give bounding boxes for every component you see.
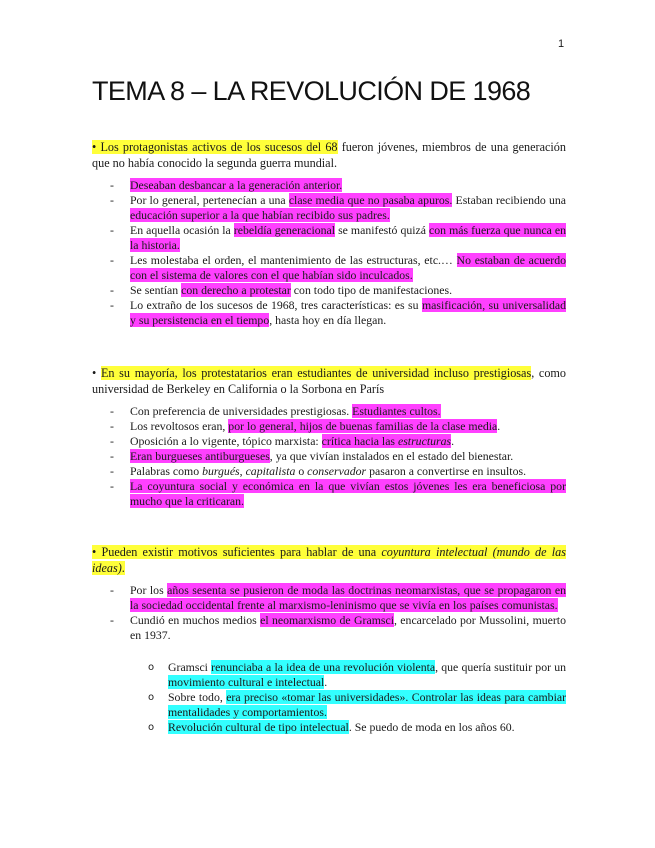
- item-text: , encarcelado por Mussolini, muerto en 1937.: [130, 613, 566, 642]
- item-text: Estaban recibiendo una: [452, 193, 566, 207]
- item-highlight: con derecho a protestar: [181, 283, 291, 297]
- item-highlight-italic: estructuras: [397, 434, 452, 448]
- item-text: .: [324, 675, 328, 689]
- item-highlight: No estaban de acuerdo con el sistema de valores con el que habían sido inculcados.: [130, 253, 566, 282]
- section2-intro-highlight: En su mayoría, los protestatarios eran estudiantes de universidad incluso prestigiosas: [100, 366, 532, 380]
- item-text: pasaron a convertirse en insultos.: [366, 464, 527, 478]
- item-highlight: por lo general, hijos de buenas familias de la clase media: [228, 419, 498, 433]
- list-item: [104, 404, 566, 419]
- page-title: TEMA 8 – LA REVOLUCIÓN DE 1968: [92, 76, 531, 106]
- section1-intro-highlight: • Los protagonistas activos de los sucesos del 68: [92, 140, 338, 154]
- list-item: [104, 434, 566, 449]
- dash-bullet: -: [110, 449, 114, 463]
- item-text: Oposición a lo vigente, tópico marxista:: [130, 434, 322, 448]
- item-text: Se sentían: [130, 283, 182, 297]
- item-highlight: clase media que no pasaba apuros.: [288, 193, 453, 207]
- sublist-item: [148, 690, 566, 720]
- item-text: Palabras como: [130, 464, 203, 478]
- item-text: ,: [239, 464, 246, 478]
- list-item: [104, 283, 566, 298]
- section1-intro: [92, 139, 566, 171]
- item-text: Los revoltosos eran,: [130, 419, 229, 433]
- item-text: Cundió en muchos medios: [130, 613, 261, 627]
- dash-bullet: -: [110, 178, 114, 192]
- list-item: [104, 178, 566, 193]
- list-item: [104, 449, 566, 464]
- item-highlight: Revolución cultural de tipo intelectual: [168, 720, 349, 734]
- item-text: o: [295, 464, 308, 478]
- dash-bullet: -: [110, 404, 114, 418]
- circle-bullet: o: [148, 692, 155, 703]
- section3-intro-italic: coyuntura intelectual (mundo de las ideas): [92, 545, 566, 575]
- item-text: Con preferencia de universidades prestigiosas.: [130, 404, 353, 418]
- item-highlight: rebeldía generacional: [233, 223, 336, 237]
- sublist-item: [148, 720, 566, 735]
- section3-intro-end: .: [121, 561, 125, 575]
- item-text: Gramsci: [168, 660, 212, 674]
- list-item: [104, 419, 566, 434]
- item-text: Lo extraño de los sucesos de 1968, tres características: es su: [130, 298, 422, 312]
- dash-bullet: -: [110, 419, 114, 433]
- item-highlight: masificación, su universalidad y su persistencia en el tiempo: [130, 298, 566, 327]
- list-item: [104, 583, 566, 613]
- list-item: [104, 464, 566, 479]
- section1-list: [104, 178, 566, 328]
- item-text: En aquella ocasión la: [130, 223, 234, 237]
- item-highlight: renunciaba a la idea de una revolución violenta: [211, 660, 436, 674]
- dash-bullet: -: [110, 298, 114, 312]
- section2-list: [104, 404, 566, 509]
- item-italic: burgués: [202, 464, 240, 478]
- list-item: [104, 479, 566, 509]
- circle-bullet: o: [148, 662, 155, 673]
- item-italic: conservador: [307, 464, 367, 478]
- section3-intro: [92, 544, 566, 576]
- item-text: , hasta hoy en día llegan.: [269, 313, 387, 327]
- section2-intro-rest: , como universidad de Berkeley en California o la Sorbona en París: [92, 366, 567, 396]
- list-item: [104, 298, 566, 328]
- item-highlight: movimiento cultural e intelectual: [168, 675, 325, 689]
- item-text: , que quería sustituir por un: [435, 660, 566, 674]
- dash-bullet: -: [110, 464, 114, 478]
- section3-intro-highlight: • Pueden existir motivos suficientes para hablar de una: [92, 545, 382, 559]
- section3-sublist: [148, 660, 566, 735]
- sublist-item: [148, 660, 566, 690]
- dash-bullet: -: [110, 193, 114, 207]
- item-text: Por lo general, pertenecían a una: [130, 193, 289, 207]
- circle-bullet: o: [148, 722, 155, 733]
- item-text: .: [497, 419, 501, 433]
- list-item: [104, 613, 566, 643]
- item-text: , ya que vivían instalados en el estado del bienestar.: [269, 449, 514, 463]
- list-item: [104, 223, 566, 253]
- item-highlight: crítica hacia las: [321, 434, 398, 448]
- item-text: Deseaban desbancar a la generación anterior.: [130, 178, 343, 192]
- item-italic: capitalista: [245, 464, 296, 478]
- item-highlight: educación superior a la que habían recibido sus padres.: [130, 208, 390, 222]
- list-item: [104, 193, 566, 223]
- item-highlight: el neomarxismo de Gramsci: [260, 613, 394, 627]
- item-highlight: era preciso «tomar las universidades». Controlar las ideas para cambiar mentalidades y comportamientos.: [168, 690, 567, 719]
- item-text: se manifestó quizá: [335, 223, 430, 237]
- item-highlight: años sesenta se pusieron de moda las doctrinas neomarxistas, que se propagaron en la sociedad occidental frente al marxismo-leninismo que se vivía en los países comunistas.: [130, 583, 566, 612]
- dash-bullet: -: [110, 223, 114, 237]
- item-highlight: con más fuerza que nunca en la historia.: [130, 223, 566, 252]
- section2-intro: [92, 365, 566, 397]
- page-number: 1: [558, 38, 565, 50]
- item-text: Les molestaba el orden, el mantenimiento de las estructuras, etc.…: [130, 253, 457, 267]
- dash-bullet: -: [110, 283, 114, 297]
- dash-bullet: -: [110, 479, 114, 493]
- section1-intro-rest: fueron jóvenes, miembros de una generación que no había conocido la segunda guerra mundial.: [92, 140, 566, 170]
- item-highlight: Eran burgueses antiburgueses: [130, 449, 270, 463]
- dash-bullet: -: [110, 253, 114, 267]
- item-text: .: [451, 434, 455, 448]
- item-text: . Se puedo de moda en los años 60.: [348, 720, 515, 734]
- item-highlight: La coyuntura social y económica en la que vivían estos jóvenes les era beneficiosa por mucho que la criticaran.: [130, 479, 566, 508]
- item-highlight: Estudiantes cultos.: [352, 404, 441, 418]
- bullet: •: [92, 366, 97, 380]
- item-text: Por los: [130, 583, 168, 597]
- dash-bullet: -: [110, 434, 114, 448]
- list-item: [104, 253, 566, 283]
- dash-bullet: -: [110, 613, 114, 627]
- item-text: con todo tipo de manifestaciones.: [290, 283, 453, 297]
- dash-bullet: -: [110, 583, 114, 597]
- item-text: Sobre todo,: [168, 690, 227, 704]
- section3-list: [104, 583, 566, 643]
